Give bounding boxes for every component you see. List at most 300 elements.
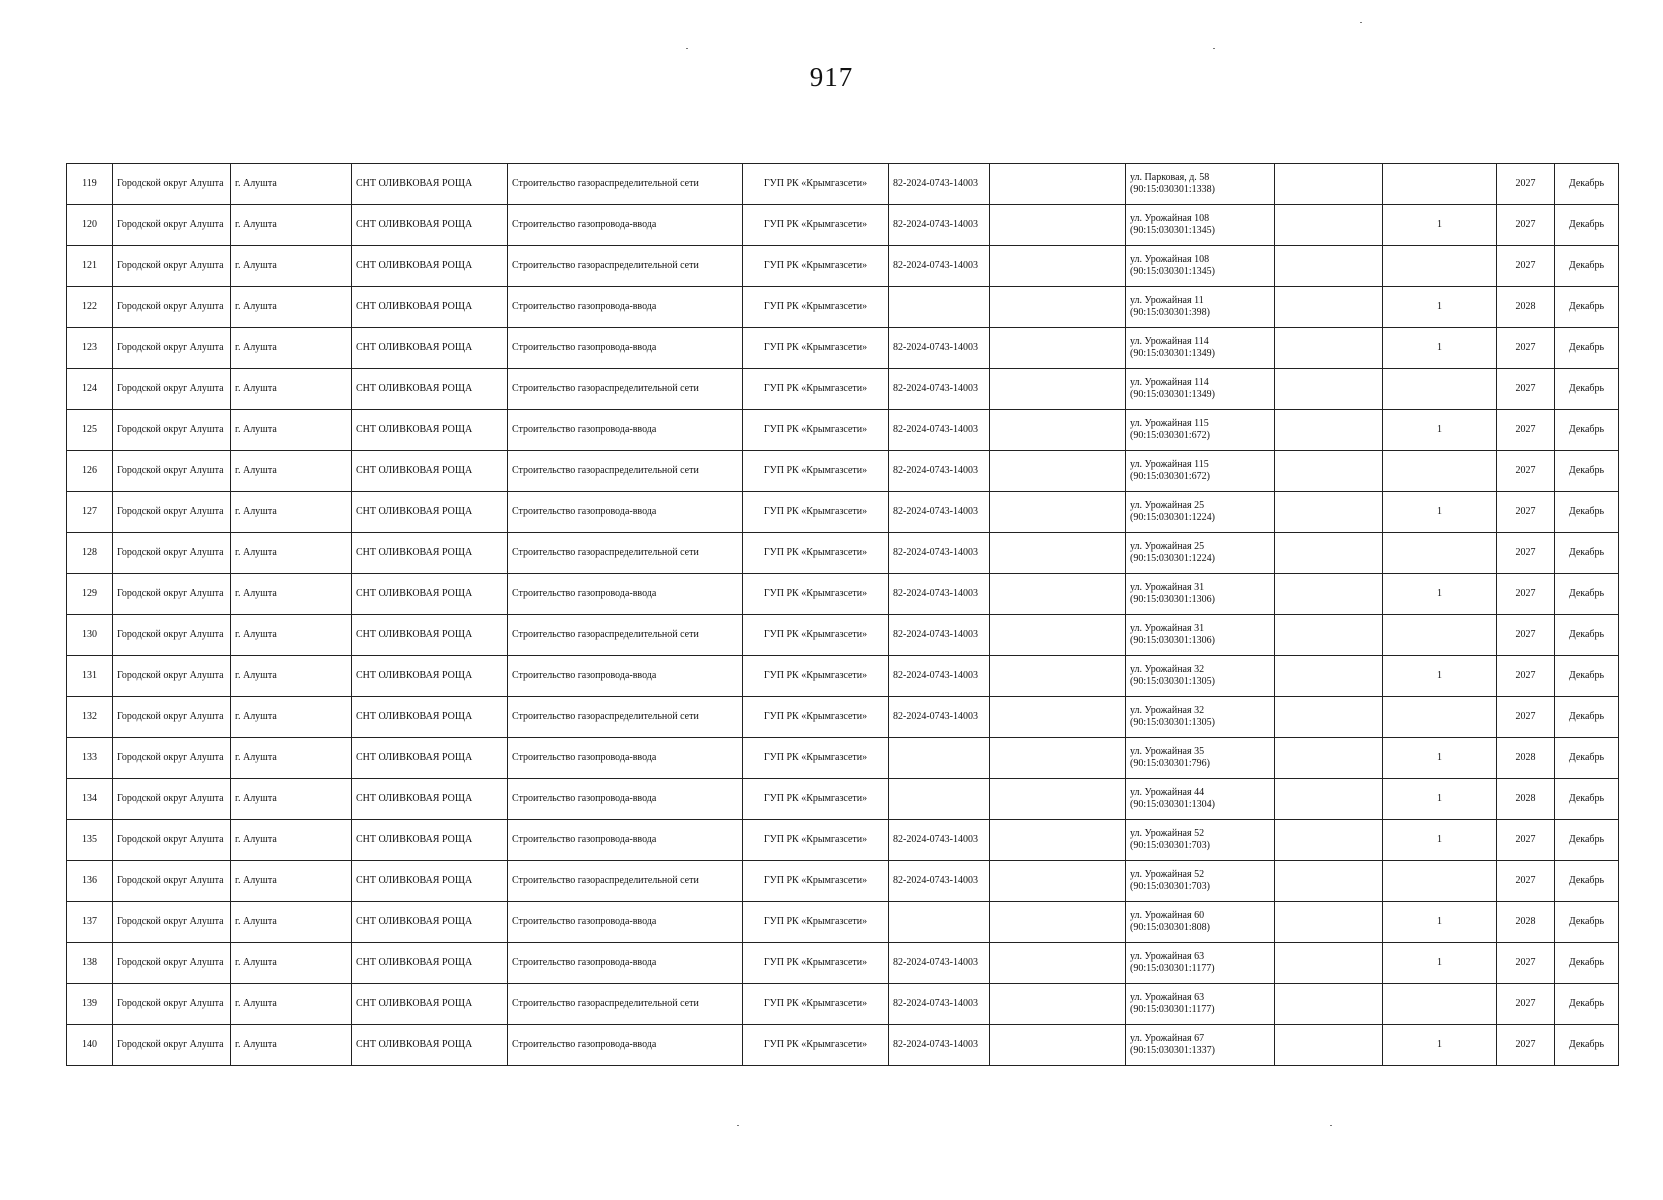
district-cell: Городской округ Алушта [113,738,231,779]
year-cell: 2028 [1497,779,1555,820]
district-cell: Городской округ Алушта [113,410,231,451]
empty-cell [1275,902,1383,943]
object-cell: СНТ ОЛИВКОВАЯ РОЩА [352,779,508,820]
month-cell: Декабрь [1555,246,1619,287]
settlement-cell: г. Алушта [231,779,352,820]
district-cell: Городской округ Алушта [113,246,231,287]
organization-cell: ГУП РК «Крымгазсети» [743,533,889,574]
table-row [67,902,1619,943]
address-cell: ул. Парковая, д. 58 (90:15:030301:1338) [1126,164,1275,205]
settlement-cell: г. Алушта [231,1025,352,1066]
work-type-cell: Строительство газораспределительной сети [508,697,743,738]
row-number: 132 [67,697,113,738]
row-number: 136 [67,861,113,902]
year-cell: 2028 [1497,738,1555,779]
year-cell: 2027 [1497,369,1555,410]
month-cell: Декабрь [1555,328,1619,369]
program-code-cell: 82-2024-0743-14003 [889,574,990,615]
empty-cell [1275,697,1383,738]
object-cell: СНТ ОЛИВКОВАЯ РОЩА [352,410,508,451]
month-cell: Декабрь [1555,410,1619,451]
month-cell: Декабрь [1555,492,1619,533]
year-cell: 2027 [1497,451,1555,492]
work-type-cell: Строительство газопровода-ввода [508,410,743,451]
row-number: 138 [67,943,113,984]
district-cell: Городской округ Алушта [113,656,231,697]
row-number: 131 [67,656,113,697]
empty-cell [990,574,1126,615]
year-cell: 2027 [1497,615,1555,656]
year-cell: 2027 [1497,205,1555,246]
row-number: 121 [67,246,113,287]
address-cell: ул. Урожайная 115 (90:15:030301:672) [1126,451,1275,492]
organization-cell: ГУП РК «Крымгазсети» [743,697,889,738]
work-type-cell: Строительство газопровода-ввода [508,902,743,943]
row-number: 126 [67,451,113,492]
empty-cell [1275,492,1383,533]
count-cell: 1 [1383,738,1497,779]
program-code-cell: 82-2024-0743-14003 [889,246,990,287]
row-number: 129 [67,574,113,615]
table-row [67,410,1619,451]
empty-cell [1275,574,1383,615]
object-cell: СНТ ОЛИВКОВАЯ РОЩА [352,451,508,492]
count-cell [1383,861,1497,902]
object-cell: СНТ ОЛИВКОВАЯ РОЩА [352,615,508,656]
address-cell: ул. Урожайная 67 (90:15:030301:1337) [1126,1025,1275,1066]
table-row [67,943,1619,984]
program-code-cell: 82-2024-0743-14003 [889,369,990,410]
year-cell: 2027 [1497,820,1555,861]
table-row [67,861,1619,902]
organization-cell: ГУП РК «Крымгазсети» [743,779,889,820]
program-code-cell: 82-2024-0743-14003 [889,205,990,246]
settlement-cell: г. Алушта [231,615,352,656]
empty-cell [1275,369,1383,410]
program-code-cell: 82-2024-0743-14003 [889,615,990,656]
month-cell: Декабрь [1555,984,1619,1025]
object-cell: СНТ ОЛИВКОВАЯ РОЩА [352,205,508,246]
empty-cell [1275,287,1383,328]
row-number: 133 [67,738,113,779]
row-number: 135 [67,820,113,861]
empty-cell [990,738,1126,779]
table-row [67,615,1619,656]
count-cell: 1 [1383,328,1497,369]
work-type-cell: Строительство газопровода-ввода [508,656,743,697]
program-code-cell: 82-2024-0743-14003 [889,328,990,369]
row-number: 123 [67,328,113,369]
empty-cell [990,943,1126,984]
object-cell: СНТ ОЛИВКОВАЯ РОЩА [352,492,508,533]
settlement-cell: г. Алушта [231,246,352,287]
program-code-cell: 82-2024-0743-14003 [889,451,990,492]
empty-cell [1275,533,1383,574]
scan-speck [1360,22,1362,23]
settlement-cell: г. Алушта [231,492,352,533]
address-cell: ул. Урожайная 114 (90:15:030301:1349) [1126,328,1275,369]
empty-cell [990,369,1126,410]
year-cell: 2028 [1497,287,1555,328]
page-number: 917 [809,62,854,92]
year-cell: 2027 [1497,533,1555,574]
organization-cell: ГУП РК «Крымгазсети» [743,246,889,287]
year-cell: 2027 [1497,164,1555,205]
organization-cell: ГУП РК «Крымгазсети» [743,451,889,492]
settlement-cell: г. Алушта [231,861,352,902]
month-cell: Декабрь [1555,943,1619,984]
address-cell: ул. Урожайная 25 (90:15:030301:1224) [1126,533,1275,574]
empty-cell [990,615,1126,656]
month-cell: Декабрь [1555,656,1619,697]
month-cell: Декабрь [1555,574,1619,615]
organization-cell: ГУП РК «Крымгазсети» [743,1025,889,1066]
work-type-cell: Строительство газораспределительной сети [508,369,743,410]
empty-cell [990,205,1126,246]
count-cell: 1 [1383,943,1497,984]
object-cell: СНТ ОЛИВКОВАЯ РОЩА [352,533,508,574]
program-code-cell: 82-2024-0743-14003 [889,943,990,984]
settlement-cell: г. Алушта [231,574,352,615]
count-cell [1383,246,1497,287]
row-number: 122 [67,287,113,328]
program-code-cell: 82-2024-0743-14003 [889,861,990,902]
count-cell: 1 [1383,574,1497,615]
scan-speck [1330,1125,1332,1126]
address-cell: ул. Урожайная 31 (90:15:030301:1306) [1126,615,1275,656]
organization-cell: ГУП РК «Крымгазсети» [743,410,889,451]
object-cell: СНТ ОЛИВКОВАЯ РОЩА [352,697,508,738]
program-code-cell: 82-2024-0743-14003 [889,984,990,1025]
settlement-cell: г. Алушта [231,328,352,369]
settlement-cell: г. Алушта [231,943,352,984]
district-cell: Городской округ Алушта [113,943,231,984]
address-cell: ул. Урожайная 44 (90:15:030301:1304) [1126,779,1275,820]
address-cell: ул. Урожайная 25 (90:15:030301:1224) [1126,492,1275,533]
district-cell: Городской округ Алушта [113,861,231,902]
empty-cell [990,287,1126,328]
count-cell: 1 [1383,902,1497,943]
address-cell: ул. Урожайная 32 (90:15:030301:1305) [1126,697,1275,738]
row-number: 134 [67,779,113,820]
table-row [67,697,1619,738]
empty-cell [990,246,1126,287]
table-row [67,205,1619,246]
object-cell: СНТ ОЛИВКОВАЯ РОЩА [352,984,508,1025]
empty-cell [990,410,1126,451]
work-type-cell: Строительство газопровода-ввода [508,205,743,246]
empty-cell [990,656,1126,697]
table-row [67,574,1619,615]
table-row [67,246,1619,287]
work-type-cell: Строительство газопровода-ввода [508,287,743,328]
table-row [67,533,1619,574]
month-cell: Декабрь [1555,533,1619,574]
district-cell: Городской округ Алушта [113,820,231,861]
organization-cell: ГУП РК «Крымгазсети» [743,287,889,328]
year-cell: 2027 [1497,861,1555,902]
count-cell: 1 [1383,779,1497,820]
scan-speck [737,1125,739,1126]
work-type-cell: Строительство газораспределительной сети [508,533,743,574]
organization-cell: ГУП РК «Крымгазсети» [743,861,889,902]
count-cell [1383,697,1497,738]
empty-cell [1275,410,1383,451]
row-number: 119 [67,164,113,205]
address-cell: ул. Урожайная 31 (90:15:030301:1306) [1126,574,1275,615]
empty-cell [990,984,1126,1025]
work-type-cell: Строительство газопровода-ввода [508,328,743,369]
program-code-cell [889,902,990,943]
year-cell: 2027 [1497,574,1555,615]
year-cell: 2027 [1497,1025,1555,1066]
count-cell [1383,369,1497,410]
work-type-cell: Строительство газораспределительной сети [508,164,743,205]
program-code-cell [889,779,990,820]
empty-cell [990,492,1126,533]
empty-cell [990,533,1126,574]
row-number: 139 [67,984,113,1025]
empty-cell [990,697,1126,738]
year-cell: 2028 [1497,902,1555,943]
table-row [67,656,1619,697]
district-cell: Городской округ Алушта [113,369,231,410]
month-cell: Декабрь [1555,369,1619,410]
work-type-cell: Строительство газопровода-ввода [508,1025,743,1066]
table-row [67,492,1619,533]
organization-cell: ГУП РК «Крымгазсети» [743,205,889,246]
table-row [67,328,1619,369]
year-cell: 2027 [1497,697,1555,738]
work-type-cell: Строительство газораспределительной сети [508,984,743,1025]
address-cell: ул. Урожайная 11 (90:15:030301:398) [1126,287,1275,328]
empty-cell [990,451,1126,492]
scan-speck [1213,48,1215,49]
year-cell: 2027 [1497,492,1555,533]
program-code-cell: 82-2024-0743-14003 [889,164,990,205]
work-type-cell: Строительство газораспределительной сети [508,615,743,656]
count-cell [1383,451,1497,492]
count-cell [1383,533,1497,574]
settlement-cell: г. Алушта [231,820,352,861]
district-cell: Городской округ Алушта [113,164,231,205]
empty-cell [990,902,1126,943]
year-cell: 2027 [1497,328,1555,369]
empty-cell [1275,164,1383,205]
work-type-cell: Строительство газораспределительной сети [508,861,743,902]
table-row [67,164,1619,205]
settlement-cell: г. Алушта [231,164,352,205]
count-cell: 1 [1383,492,1497,533]
month-cell: Декабрь [1555,287,1619,328]
address-cell: ул. Урожайная 35 (90:15:030301:796) [1126,738,1275,779]
table-row [67,738,1619,779]
empty-cell [990,779,1126,820]
organization-cell: ГУП РК «Крымгазсети» [743,738,889,779]
table-row [67,451,1619,492]
month-cell: Декабрь [1555,615,1619,656]
object-cell: СНТ ОЛИВКОВАЯ РОЩА [352,820,508,861]
table-row [67,779,1619,820]
work-type-cell: Строительство газораспределительной сети [508,246,743,287]
organization-cell: ГУП РК «Крымгазсети» [743,369,889,410]
work-type-cell: Строительство газопровода-ввода [508,738,743,779]
month-cell: Декабрь [1555,451,1619,492]
row-number: 124 [67,369,113,410]
settlement-cell: г. Алушта [231,697,352,738]
row-number: 140 [67,1025,113,1066]
year-cell: 2027 [1497,943,1555,984]
organization-cell: ГУП РК «Крымгазсети» [743,902,889,943]
program-code-cell: 82-2024-0743-14003 [889,697,990,738]
count-cell: 1 [1383,1025,1497,1066]
empty-cell [1275,779,1383,820]
year-cell: 2027 [1497,984,1555,1025]
object-cell: СНТ ОЛИВКОВАЯ РОЩА [352,287,508,328]
object-cell: СНТ ОЛИВКОВАЯ РОЩА [352,738,508,779]
empty-cell [990,1025,1126,1066]
object-cell: СНТ ОЛИВКОВАЯ РОЩА [352,861,508,902]
program-code-cell: 82-2024-0743-14003 [889,410,990,451]
program-code-cell: 82-2024-0743-14003 [889,1025,990,1066]
settlement-cell: г. Алушта [231,287,352,328]
object-cell: СНТ ОЛИВКОВАЯ РОЩА [352,328,508,369]
settlement-cell: г. Алушта [231,205,352,246]
address-cell: ул. Урожайная 52 (90:15:030301:703) [1126,820,1275,861]
object-cell: СНТ ОЛИВКОВАЯ РОЩА [352,656,508,697]
month-cell: Декабрь [1555,164,1619,205]
row-number: 137 [67,902,113,943]
settlement-cell: г. Алушта [231,451,352,492]
object-cell: СНТ ОЛИВКОВАЯ РОЩА [352,164,508,205]
count-cell [1383,984,1497,1025]
program-code-cell: 82-2024-0743-14003 [889,656,990,697]
district-cell: Городской округ Алушта [113,205,231,246]
organization-cell: ГУП РК «Крымгазсети» [743,328,889,369]
month-cell: Декабрь [1555,861,1619,902]
row-number: 127 [67,492,113,533]
year-cell: 2027 [1497,656,1555,697]
work-type-cell: Строительство газопровода-ввода [508,779,743,820]
organization-cell: ГУП РК «Крымгазсети» [743,943,889,984]
settlement-cell: г. Алушта [231,656,352,697]
program-code-cell: 82-2024-0743-14003 [889,533,990,574]
settlement-cell: г. Алушта [231,369,352,410]
organization-cell: ГУП РК «Крымгазсети» [743,492,889,533]
work-type-cell: Строительство газопровода-ввода [508,820,743,861]
count-cell: 1 [1383,820,1497,861]
empty-cell [1275,1025,1383,1066]
address-cell: ул. Урожайная 114 (90:15:030301:1349) [1126,369,1275,410]
address-cell: ул. Урожайная 60 (90:15:030301:808) [1126,902,1275,943]
empty-cell [1275,656,1383,697]
district-cell: Городской округ Алушта [113,451,231,492]
empty-cell [1275,943,1383,984]
address-cell: ул. Урожайная 63 (90:15:030301:1177) [1126,984,1275,1025]
object-cell: СНТ ОЛИВКОВАЯ РОЩА [352,369,508,410]
count-cell [1383,615,1497,656]
year-cell: 2027 [1497,246,1555,287]
program-code-cell [889,287,990,328]
address-cell: ул. Урожайная 108 (90:15:030301:1345) [1126,246,1275,287]
district-cell: Городской округ Алушта [113,533,231,574]
scan-speck [686,48,688,49]
program-code-cell: 82-2024-0743-14003 [889,820,990,861]
empty-cell [990,861,1126,902]
district-cell: Городской округ Алушта [113,574,231,615]
address-cell: ул. Урожайная 63 (90:15:030301:1177) [1126,943,1275,984]
program-code-cell [889,738,990,779]
empty-cell [990,164,1126,205]
empty-cell [1275,820,1383,861]
register-table [66,163,1619,1066]
month-cell: Декабрь [1555,779,1619,820]
district-cell: Городской округ Алушта [113,1025,231,1066]
empty-cell [990,328,1126,369]
settlement-cell: г. Алушта [231,984,352,1025]
district-cell: Городской округ Алушта [113,984,231,1025]
table-row [67,984,1619,1025]
district-cell: Городской округ Алушта [113,697,231,738]
empty-cell [1275,451,1383,492]
month-cell: Декабрь [1555,820,1619,861]
count-cell [1383,164,1497,205]
table-body [67,164,1619,1066]
empty-cell [1275,205,1383,246]
count-cell: 1 [1383,205,1497,246]
empty-cell [1275,984,1383,1025]
program-code-cell: 82-2024-0743-14003 [889,492,990,533]
district-cell: Городской округ Алушта [113,328,231,369]
district-cell: Городской округ Алушта [113,902,231,943]
organization-cell: ГУП РК «Крымгазсети» [743,574,889,615]
month-cell: Декабрь [1555,902,1619,943]
empty-cell [1275,246,1383,287]
organization-cell: ГУП РК «Крымгазсети» [743,615,889,656]
district-cell: Городской округ Алушта [113,779,231,820]
district-cell: Городской округ Алушта [113,615,231,656]
count-cell: 1 [1383,410,1497,451]
address-cell: ул. Урожайная 32 (90:15:030301:1305) [1126,656,1275,697]
empty-cell [990,820,1126,861]
object-cell: СНТ ОЛИВКОВАЯ РОЩА [352,246,508,287]
row-number: 128 [67,533,113,574]
empty-cell [1275,738,1383,779]
row-number: 130 [67,615,113,656]
month-cell: Декабрь [1555,697,1619,738]
work-type-cell: Строительство газораспределительной сети [508,451,743,492]
work-type-cell: Строительство газопровода-ввода [508,943,743,984]
row-number: 125 [67,410,113,451]
year-cell: 2027 [1497,410,1555,451]
address-cell: ул. Урожайная 108 (90:15:030301:1345) [1126,205,1275,246]
empty-cell [1275,328,1383,369]
empty-cell [1275,861,1383,902]
organization-cell: ГУП РК «Крымгазсети» [743,164,889,205]
table-row [67,287,1619,328]
month-cell: Декабрь [1555,205,1619,246]
table-row [67,820,1619,861]
settlement-cell: г. Алушта [231,902,352,943]
work-type-cell: Строительство газопровода-ввода [508,574,743,615]
count-cell: 1 [1383,656,1497,697]
empty-cell [1275,615,1383,656]
table-row [67,369,1619,410]
district-cell: Городской округ Алушта [113,492,231,533]
object-cell: СНТ ОЛИВКОВАЯ РОЩА [352,902,508,943]
organization-cell: ГУП РК «Крымгазсети» [743,656,889,697]
count-cell: 1 [1383,287,1497,328]
